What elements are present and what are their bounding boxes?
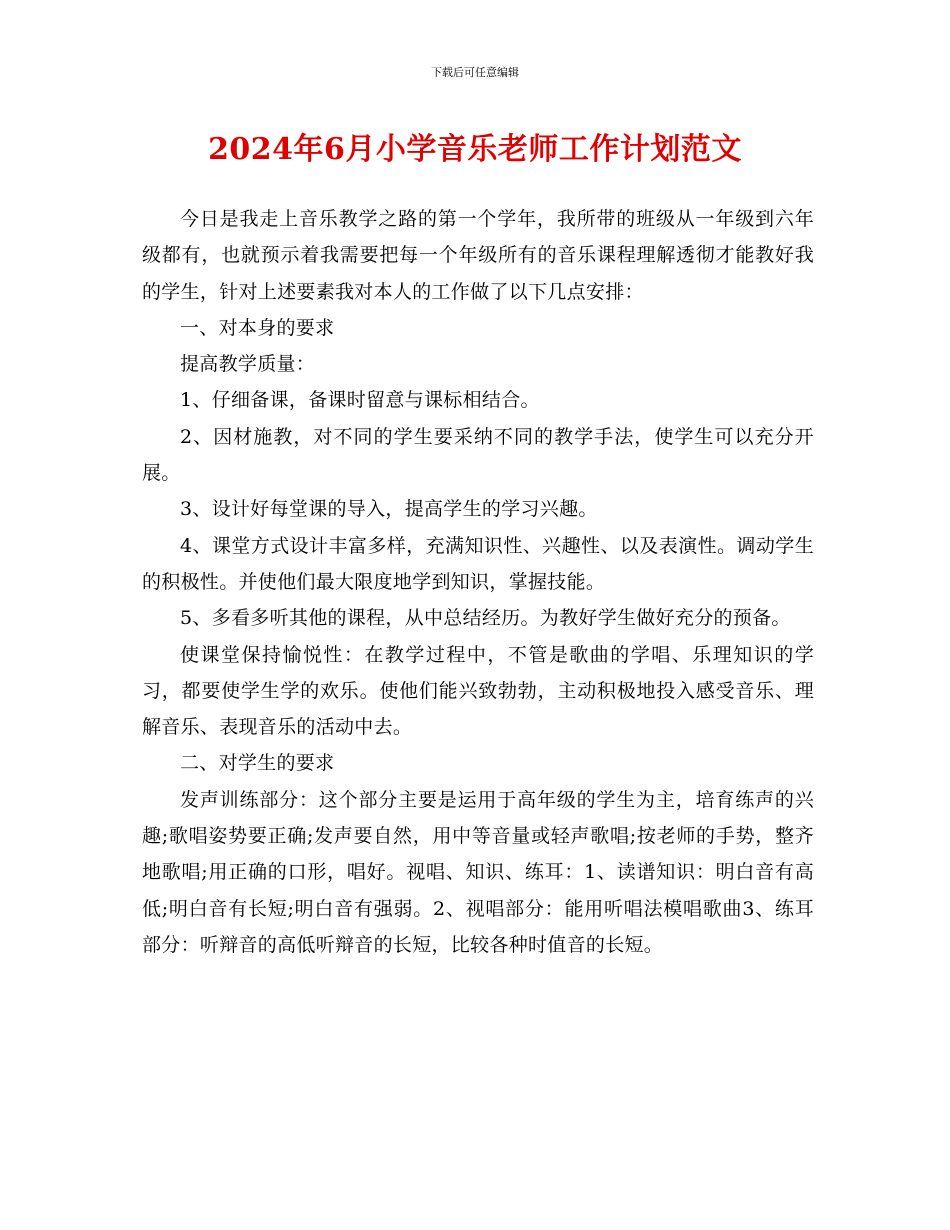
list-item-2: 2、因材施教，对不同的学生要采纳不同的教学手法，使学生可以充分开展。 <box>142 425 814 485</box>
paragraph-classroom-joy: 使课堂保持愉悦性：在教学过程中，不管是歌曲的学唱、乐理知识的学习，都要使学生学的欢乐。使他们能兴致勃勃，主动积极地投入感受音乐、理解音乐、表现音乐的活动中去。 <box>142 643 814 739</box>
document-body <box>142 201 814 963</box>
list-item-5: 5、多看多听其他的课程，从中总结经历。为教好学生做好充分的预备。 <box>180 607 791 630</box>
list-item-1: 1、仔细备课，备课时留意与课标相结合。 <box>180 389 540 412</box>
list-item-3: 3、设计好每堂课的导入，提高学生的学习兴趣。 <box>180 498 598 521</box>
subheading-teaching-quality: 提高教学质量： <box>180 353 316 376</box>
paragraph-intro: 今日是我走上音乐教学之路的第一个学年，我所带的班级从一年级到六年级都有，也就预示着我需要把每一个年级所有的音乐课程理解透彻才能教好我的学生，针对上述要素我对本人的工作做了以下几点安排： <box>142 208 814 303</box>
section-heading-self: 一、对本身的要求 <box>180 316 335 339</box>
paragraph-vocal-training: 发声训练部分：这个部分主要是运用于高年级的学生为主，培育练声的兴趣;歌唱姿势要正确;发声要自然，用中等音量或轻声歌唱;按老师的手势，整齐地歌唱;用正确的口形，唱好。视唱、知识、练耳：1、读谱知识：明白音有高低;明白音有长短;明白音有强弱。2、视唱部分：能用听唱法模唱歌曲3、练耳部分：听辩音的高低听辩音的长短，比较各种时值音的长短。 <box>142 788 814 956</box>
header-note: 下载后可任意编辑 <box>431 66 519 79</box>
list-item-4: 4、课堂方式设计丰富多样，充满知识性、兴趣性、以及表演性。调动学生的积极性。并使他们最大限度地学到知识，掌握技能。 <box>142 534 814 593</box>
section-heading-students: 二、对学生的要求 <box>180 752 335 775</box>
document-title: 2024年6月小学音乐老师工作计划范文 <box>208 132 742 167</box>
